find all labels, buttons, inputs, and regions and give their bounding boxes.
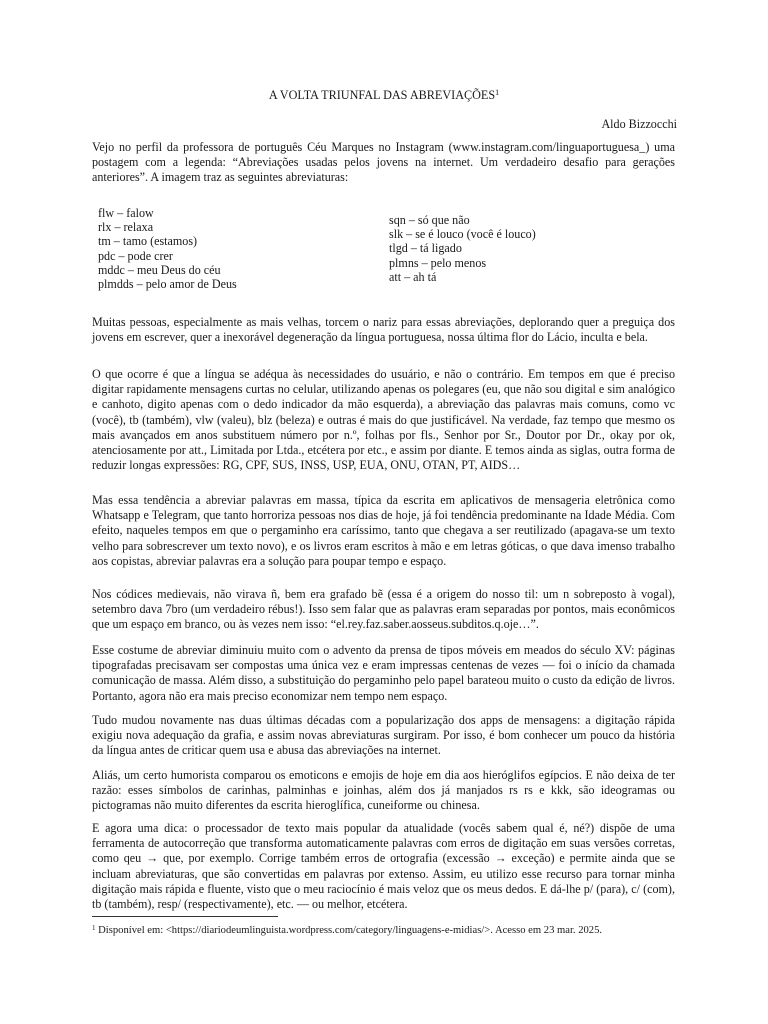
abbreviation-list-left [98,206,237,291]
document-title [0,88,768,103]
intro-paragraph: Vejo no perfil da professora de português Céu Marques no Instagram (www.instagram.com/linguaportuguesa_) uma postagem com a legenda: “Abreviações usadas pelos jovens na internet. Um verdadeiro desafio para gerações anteriores”. A imagem traz as seguintes abreviaturas: [92,140,675,185]
body-paragraph: Esse costume de abreviar diminuiu muito com o advento da prensa de tipos móveis em meados do século XV: páginas tipografadas precisavam ser compostas uma única vez e eram impressas centenas de vezes — foi o início da chamada comunicação de massa. Além disso, a substituição do pergaminho pelo papel barateou muito o custo da edição de livros. Portanto, agora não era mais preciso economizar nem tempo nem espaço. [92,643,675,703]
abbreviation-item: tm – tamo (estamos) [98,234,198,249]
body-paragraph: Nos códices medievais, não virava ñ, bem era grafado bẽ (essa é a origem do nosso til: um n sobreposto à vogal), setembro dava 7bro (um verdadeiro rébus!). Isso sem falar que as palavras eram separadas por pontos, mais econômicos que um espaço em branco, ou às vezes nem isso: “el.rey.faz.saber.aosseus.subditos.q.oje…”. [92,587,675,632]
body-paragraph: Tudo mudou novamente nas duas últimas décadas com a popularização dos apps de mensagens: a digitação rápida exigiu nova adequação da grafia, e assim novas abreviaturas surgiram. Por isso, é bom conhecer um pouco da história da língua antes de criticar quem usa e abusa das abreviações na internet. [92,713,675,758]
abbreviation-item: rlx – relaxa [98,220,154,235]
abbreviation-item: slk – se é louco (você é louco) [389,227,536,242]
body-paragraph: O que ocorre é que a língua se adéqua às necessidades do usuário, e não o contrário. Em tempos em que é preciso digitar rapidamente mensagens curtas no celular, utilizando apenas os polegares (eu, que não sou digital e sim analógico e canhoto, digito apenas com o dedo indicador da mão esquerda), a abreviação das palavras mais comuns, como vc (você), tb (também), vlw (valeu), blz (beleza) e outras é mais do que justificável. Na verdade, faz tempo que mesmo os mais avançados em anos substituem número por n.º, folhas por fls., Senhor por Sr., Doutor por Dr., okay por ok, atenciosamente por att., Limitada por Ltda., etcétera por etc., e assim por diante. E temos ainda as siglas, outra forma de reduzir longas expressões: RG, CPF, SUS, INSS, USP, EUA, ONU, OTAN, PT, AIDS… [92,367,675,473]
body-paragraph: E agora uma dica: o processador de texto mais popular da atualidade (vocês sabem qual é, né?) dispõe de uma ferramenta de autocorreção que transforma automaticamente palavras com erros de digitação em suas versões corretas, como qeu → que, por exemplo. Corrige também erros de ortografia (excessão → exceção) e permite ainda que se incluam abreviaturas, que são convertidas em palavras por extenso. Assim, eu utilizo esse recurso para tornar minha digitação mais rápida e fluente, visto que o meu raciocínio é mais veloz que os meus dedos. E dá-lhe p/ (para), c/ (com), tb (também), resp/ (respectivamente), etc. — ou melhor, etcétera. [92,821,675,912]
title-footnote-mark[interactable]: 1 [495,88,500,97]
abbreviation-item: att – ah tá [389,269,437,284]
abbreviation-item: tlgd – tá ligado [389,241,462,256]
body-paragraph: Muitas pessoas, especialmente as mais velhas, torcem o nariz para essas abreviações, deplorando quer a preguiça dos jovens em escrever, quer a inexorável degeneração da língua portuguesa, nossa última flor do Lácio, inculta e bela. [92,315,675,345]
footnote-text[interactable]: Disponível em: <https://diariodeumlinguista.wordpress.com/category/linguagens-e-midias/>. Acesso em 23 mar. 2025. [98,925,603,936]
footnote-mark: 1 [92,924,96,932]
abbreviation-list-right [389,213,536,284]
abbreviation-item: flw – falow [98,206,154,220]
title-text: A VOLTA TRIUNFAL DAS ABREVIAÇÕES [268,88,496,102]
body-paragraph: Aliás, um certo humorista comparou os emoticons e emojis de hoje em dia aos hieróglifos egípcios. E não deixa de ter razão: esses símbolos de carinhas, palminhas e joinhas, além dos já manjados rs rs e kkk, são ideogramas ou pictogramas não muito diferentes da escrita hieroglífica, cuneiforme ou chinesa. [92,768,675,813]
abbreviation-item: sqn – só que não [389,213,470,227]
abbreviation-item: plmns – pelo menos [389,255,487,270]
abbreviation-item: pdc – pode crer [98,248,173,263]
author-name: Aldo Bizzocchi [601,117,677,131]
footnote-divider [92,916,278,917]
footnote [92,924,602,937]
body-paragraph: Mas essa tendência a abreviar palavras em massa, típica da escrita em aplicativos de mensageria eletrônica como Whatsapp e Telegram, que tanto horroriza pessoas nos dias de hoje, já foi tendência predominante na Idade Média. Com efeito, naqueles tempos em que o pergaminho era caríssimo, tanto que chegava a ser reutilizado (apagava-se um texto velho para sobrescrever um texto novo), e os livros eram escritos à mão e em letras góticas, o que dava imenso trabalho aos copistas, abreviar palavras era a solução para poupar tempo e espaço. [92,493,675,568]
abbreviation-item: mddc – meu Deus do céu [98,262,221,277]
abbreviation-item: plmdds – pelo amor de Deus [98,276,237,291]
